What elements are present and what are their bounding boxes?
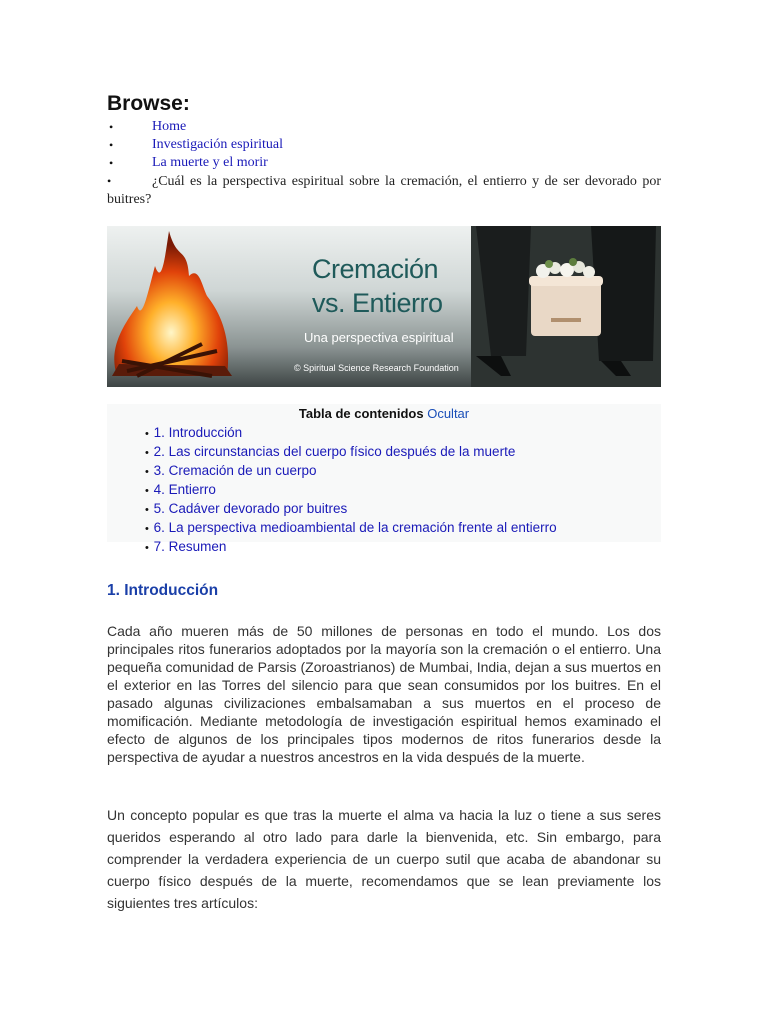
banner-title-line2: vs. Entierro: [312, 288, 443, 318]
bullet-icon: •: [145, 466, 149, 478]
bullet-icon: •: [145, 523, 149, 535]
bullet-icon: •: [107, 174, 112, 188]
toc-item[interactable]: [145, 443, 661, 462]
breadcrumb-link-investigacion[interactable]: Investigación espiritual: [152, 137, 284, 152]
banner-title-line1: Cremación: [312, 254, 439, 284]
breadcrumb-item-investigacion: [107, 136, 661, 154]
toc-item[interactable]: [145, 538, 661, 557]
bullet-icon: •: [145, 428, 149, 440]
bullet-icon: •: [145, 447, 149, 459]
toc-heading: Tabla de contenidos: [298, 406, 424, 421]
toc-link[interactable]: 4. Entierro: [153, 482, 216, 497]
coffin-illustration: [471, 226, 661, 387]
toc-item[interactable]: [145, 519, 661, 538]
toc-hide-link[interactable]: Ocultar: [427, 406, 470, 421]
breadcrumb-link-home[interactable]: Home: [152, 119, 187, 134]
breadcrumb-item-current: [107, 172, 661, 209]
toc-list: [145, 424, 661, 557]
breadcrumb-item-home: [107, 118, 661, 136]
bullet-icon: •: [109, 138, 114, 152]
bullet-icon: •: [145, 542, 149, 554]
breadcrumb-current-label: ¿Cuál es la perspectiva espiritual sobre la cremación, el entierro y de ser devorado por buitres?: [107, 174, 661, 207]
bullet-icon: •: [145, 504, 149, 516]
toc-item[interactable]: [145, 424, 661, 443]
toc-link[interactable]: 6. La perspectiva medioambiental de la cremación frente al entierro: [153, 520, 557, 535]
breadcrumb-link-muerte[interactable]: La muerte y el morir: [152, 155, 268, 170]
toc-item[interactable]: [145, 481, 661, 500]
toc-link[interactable]: 5. Cadáver devorado por buitres: [153, 501, 348, 516]
banner-subtitle: Una perspectiva espiritual: [304, 330, 454, 345]
banner-copyright: © Spiritual Science Research Foundation: [294, 363, 459, 373]
toc-link[interactable]: 3. Cremación de un cuerpo: [153, 463, 317, 478]
toc-link[interactable]: 1. Introducción: [153, 425, 243, 440]
fire-illustration: [107, 226, 237, 387]
bullet-icon: •: [109, 156, 114, 170]
intro-paragraph-1: Cada año mueren más de 50 millones de personas en todo el mundo. Los dos principales ritos funerarios adoptados por la mayoría son la cremación o el entierro. Una pequeña comunidad de Parsis (Zoroastrianos) de Mumbai, India, dejan a sus muertos en el exterior en las Torres del silencio para que sean consumidos por los buitres. En el pasado algunas civilizaciones embalsamaban a sus muertos en el proceso de momificación. Mediante metodología de investigación espiritual hemos examinado el efecto de algunos de los principales tipos modernos de ritos funerarios desde la perspectiva de ayudar a nuestros ancestros en la vida después de la muerte.: [107, 623, 661, 765]
intro-paragraph-2: Un concepto popular es que tras la muerte el alma va hacia la luz o tiene a sus seres queridos esperando al otro lado para darle la bienvenida, etc. Sin embargo, para comprender la verdadera experiencia de un cuerpo sutil que acaba de abandonar su cuerpo físico después de la muerte, recomendamos que se lean previamente los siguientes tres artículos:: [107, 807, 661, 911]
bullet-icon: •: [145, 485, 149, 497]
toc-heading-row: [107, 404, 661, 421]
bullet-icon: •: [109, 120, 114, 134]
browse-title: Browse:: [107, 92, 190, 115]
breadcrumb-item-muerte: [107, 154, 661, 172]
toc-item[interactable]: [145, 500, 661, 519]
toc-item[interactable]: [145, 462, 661, 481]
toc-link[interactable]: 2. Las circunstancias del cuerpo físico después de la muerte: [153, 444, 516, 459]
toc-link[interactable]: 7. Resumen: [153, 539, 227, 554]
hero-banner: [107, 226, 661, 387]
table-of-contents: [107, 404, 661, 554]
section-heading-introduccion: 1. Introducción: [107, 582, 219, 599]
breadcrumb: [107, 118, 661, 209]
